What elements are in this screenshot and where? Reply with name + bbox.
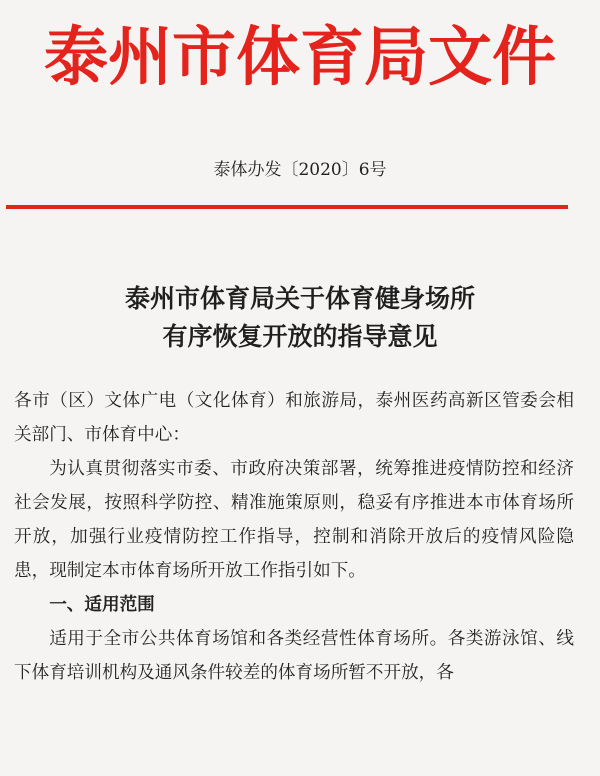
intro-paragraph: 为认真贯彻落实市委、市政府决策部署，统筹推进疫情防控和经济社会发展，按照科学防控、精准施策原则，稳妥有序推进本市体育场所开放，加强行业疫情防控工作指导，控制和消除开放后的疫情风险隐患，现制定本市体育场所开放工作指引如下。 [14, 459, 574, 581]
scope-paragraph: 适用于全市公共体育场馆和各类经营性体育场所。各类游泳馆、线下体育培训机构及通风条件较差的体育场所暂不开放，各 [14, 629, 574, 683]
document-number: 泰体办发〔2020〕6号 [213, 160, 387, 180]
red-divider-line [6, 205, 568, 209]
document-body [14, 384, 574, 690]
document-header-title: 泰州市体育局文件 [44, 20, 556, 95]
document-title-line1: 泰州市体育局关于体育健身场所 [124, 284, 475, 313]
addressee-paragraph: 各市（区）文体广电（文化体育）和旅游局，泰州医药高新区管委会相关部门、市体育中心： [14, 391, 574, 445]
document-title [0, 282, 600, 354]
section-heading-scope: 一、适用范围 [49, 595, 155, 615]
document-title-line2: 有序恢复开放的指导意见 [162, 322, 438, 351]
